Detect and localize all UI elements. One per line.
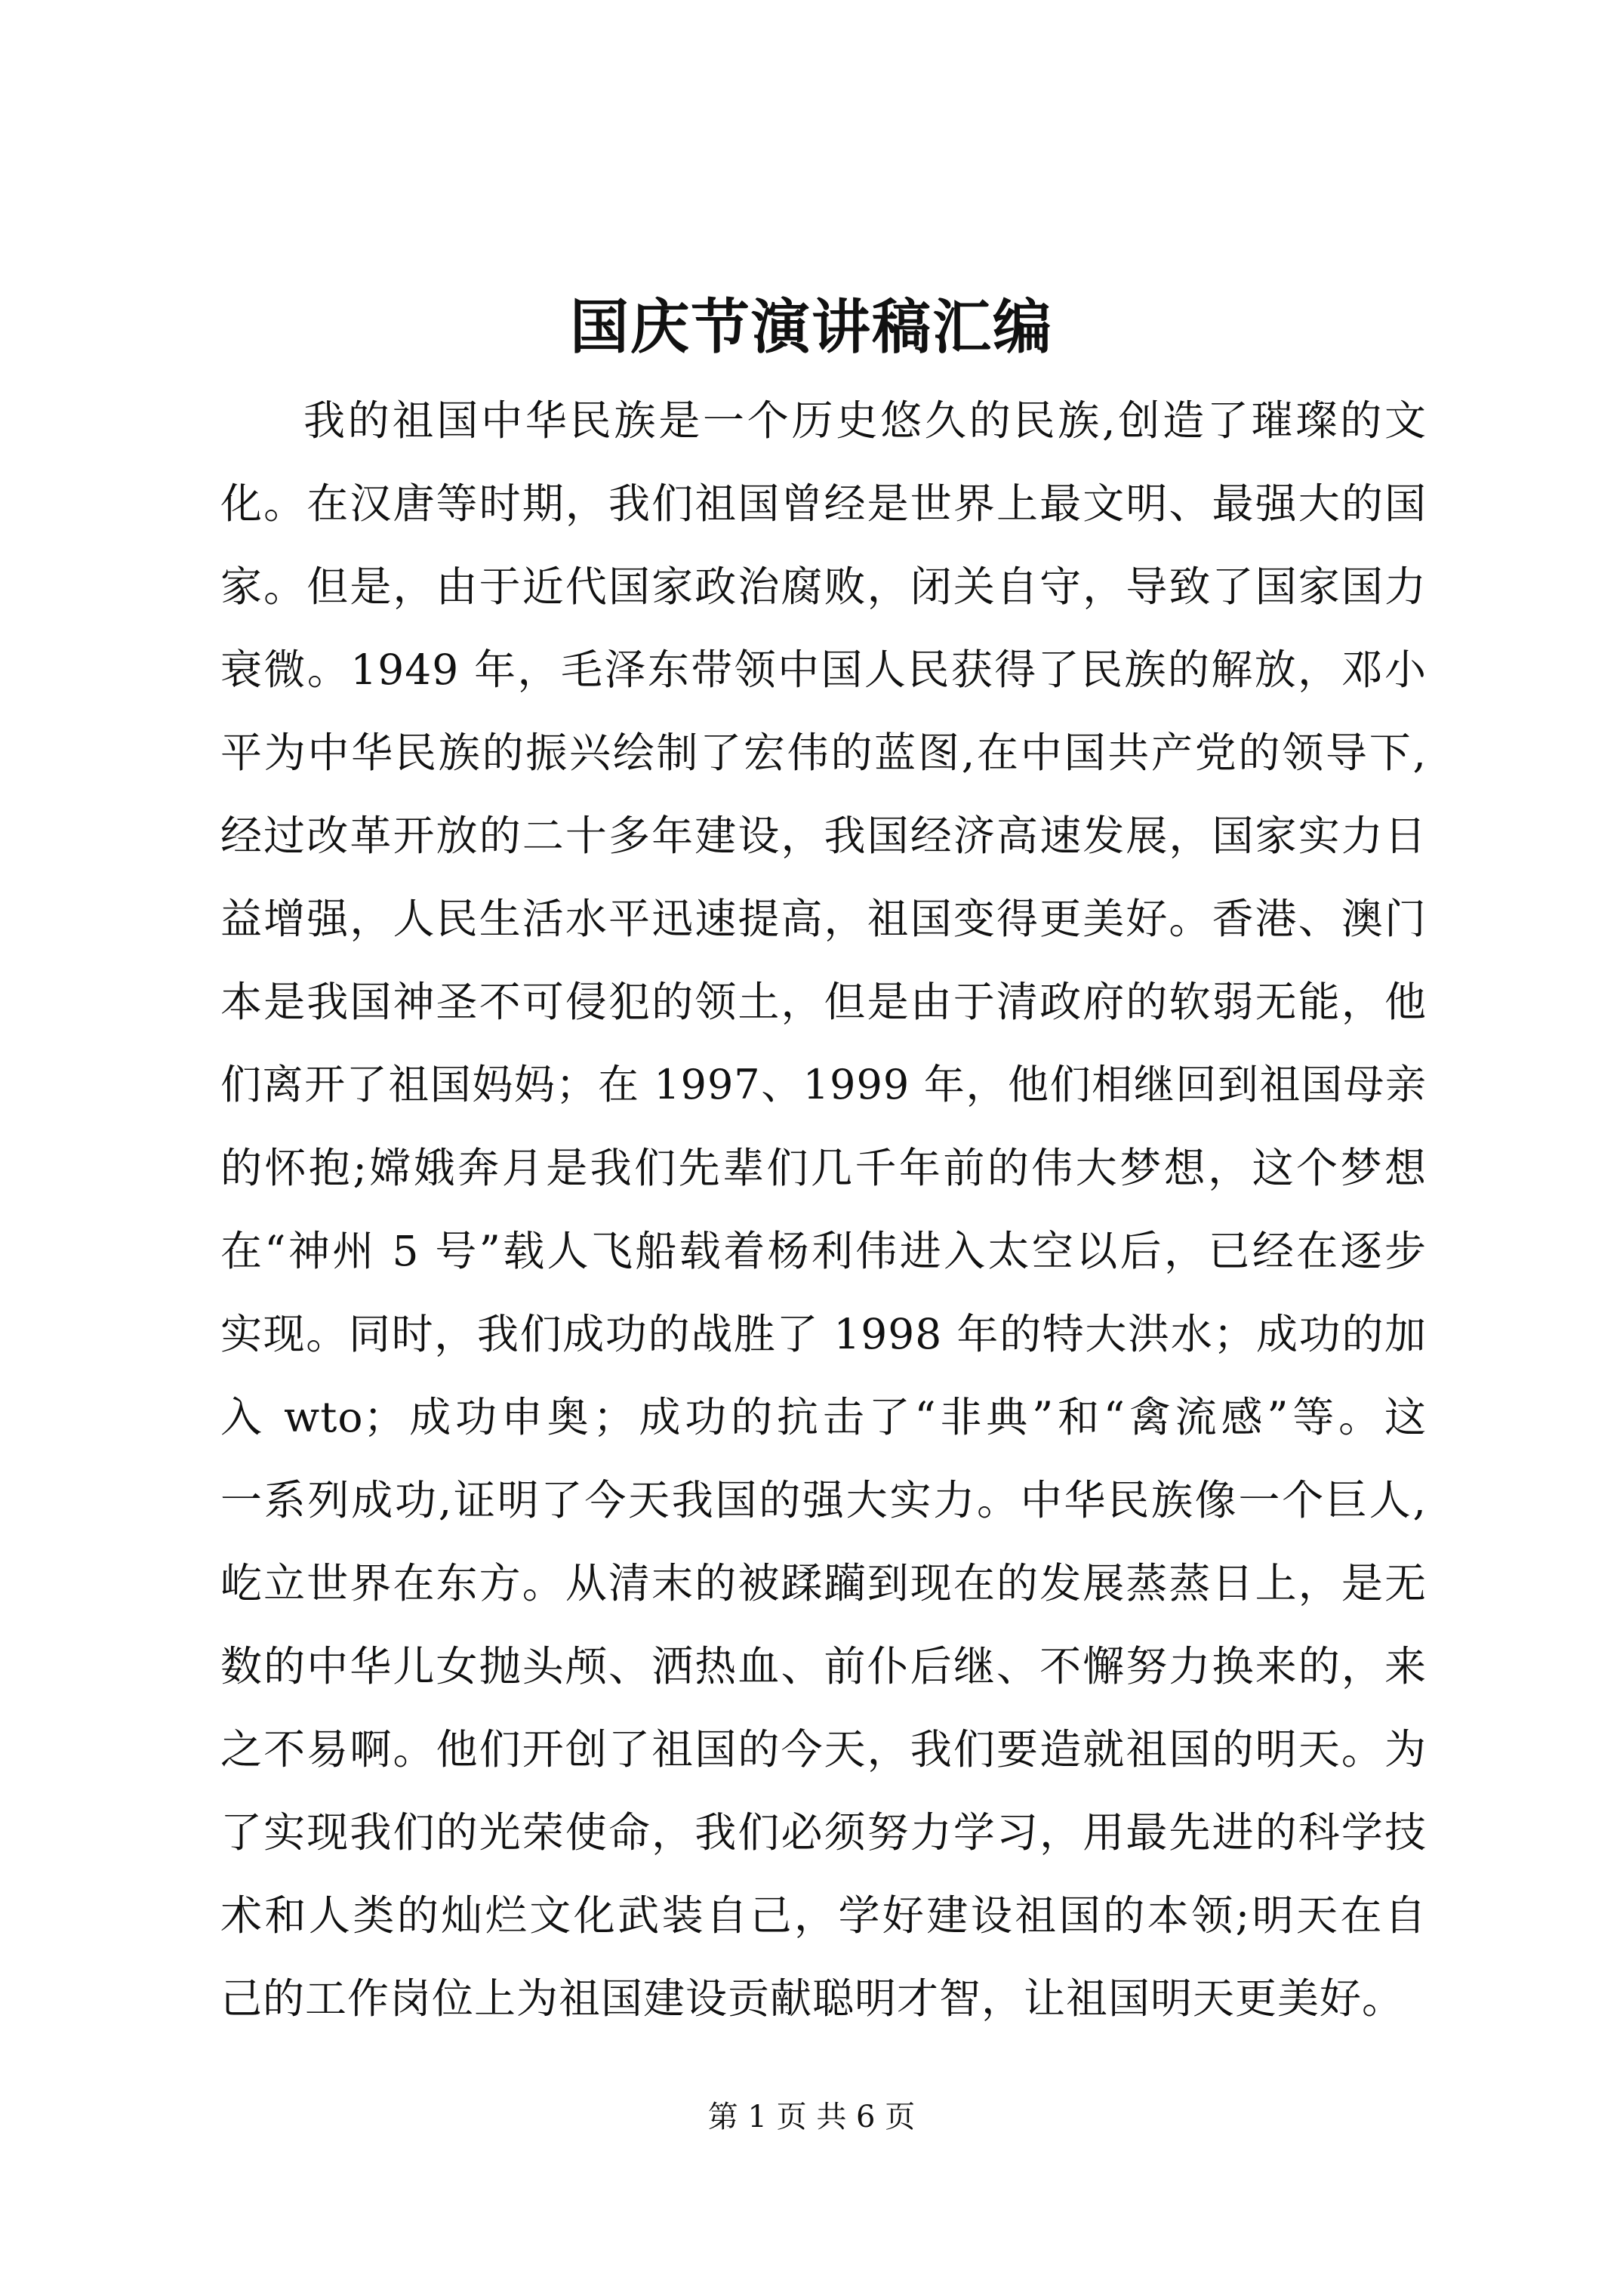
body-line: 益增强，人民生活水平迅速提高，祖国变得更美好。香港、澳门 bbox=[220, 895, 1427, 943]
body-line: 实现。同时，我们成功的战胜了 1998 年的特大洪水；成功的加 bbox=[220, 1310, 1427, 1358]
document-body bbox=[220, 379, 1427, 2040]
body-line: 在“神州 5 号”载人飞船载着杨利伟进入太空以后，已经在逐步 bbox=[220, 1227, 1427, 1275]
body-line: 屹立世界在东方。从清末的被蹂躏到现在的发展蒸蒸日上，是无 bbox=[220, 1559, 1427, 1607]
body-line: 术和人类的灿烂文化武装自己，学好建设祖国的本领;明天在自 bbox=[220, 1891, 1427, 1940]
body-line: 我的祖国中华民族是一个历史悠久的民族,创造了璀璨的文 bbox=[303, 396, 1427, 445]
document-title: 国庆节演讲稿汇编 bbox=[569, 293, 1053, 362]
body-line: 们离开了祖国妈妈；在 1997、1999 年，他们相继回到祖国母亲 bbox=[220, 1061, 1427, 1108]
body-line: 之不易啊。他们开创了祖国的今天，我们要造就祖国的明天。为 bbox=[220, 1725, 1427, 1774]
page-indicator: 第 1 页 共 6 页 bbox=[707, 2100, 916, 2134]
body-line: 化。在汉唐等时期，我们祖国曾经是世界上最文明、最强大的国 bbox=[220, 479, 1427, 528]
body-line: 了实现我们的光荣使命，我们必须努力学习，用最先进的科学技 bbox=[220, 1808, 1427, 1857]
body-line: 家。但是，由于近代国家政治腐败，闭关自守，导致了国家国力 bbox=[220, 562, 1427, 611]
body-line: 衰微。1949 年，毛泽东带领中国人民获得了民族的解放，邓小 bbox=[220, 646, 1427, 694]
body-line: 的怀抱;嫦娥奔月是我们先辈们几千年前的伟大梦想，这个梦想 bbox=[220, 1144, 1427, 1192]
body-line: 本是我国神圣不可侵犯的领土，但是由于清政府的软弱无能，他 bbox=[220, 978, 1427, 1026]
body-line: 平为中华民族的振兴绘制了宏伟的蓝图,在中国共产党的领导下, bbox=[220, 729, 1427, 777]
body-line: 数的中华儿女抛头颅、洒热血、前仆后继、不懈努力换来的，来 bbox=[220, 1642, 1427, 1690]
body-line: 己的工作岗位上为祖国建设贡献聪明才智，让祖国明天更美好。 bbox=[220, 1974, 1405, 2023]
body-line: 经过改革开放的二十多年建设，我国经济高速发展，国家实力日 bbox=[220, 812, 1427, 860]
body-line: 入 wto；成功申奥；成功的抗击了“非典”和“禽流感”等。这 bbox=[220, 1393, 1427, 1441]
body-line: 一系列成功,证明了今天我国的强大实力。中华民族像一个巨人, bbox=[220, 1476, 1427, 1524]
